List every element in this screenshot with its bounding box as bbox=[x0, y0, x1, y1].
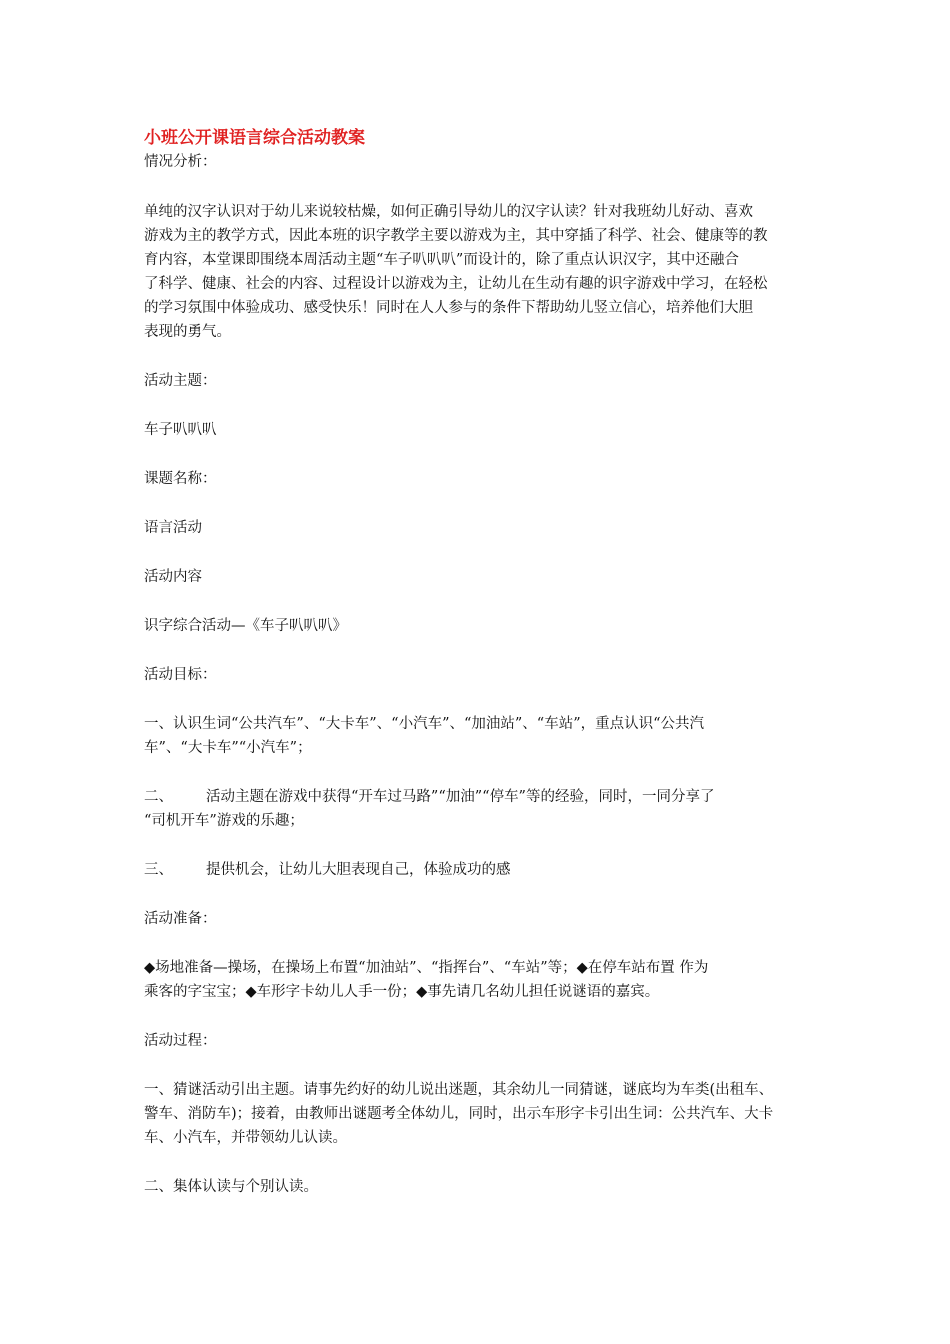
document-title: 小班公开课语言综合活动教案 bbox=[144, 128, 365, 148]
paragraph-line: “司机开车”游戏的乐趣； bbox=[144, 813, 304, 829]
prep-paragraph bbox=[144, 956, 810, 1004]
list-number: 三、 bbox=[144, 862, 173, 878]
paragraph-line: 的学习氛围中体验成功、感受快乐！同时在人人参与的条件下帮助幼儿竖立信心，培养他们大胆 bbox=[144, 300, 753, 316]
paragraph-line: 警车、消防车)；接着，由教师出谜题考全体幼儿，同时，出示车形字卡引出生词：公共汽车、大卡 bbox=[144, 1106, 774, 1122]
goal-item-2 bbox=[144, 785, 810, 833]
paragraph-line: ◆场地准备—操场，在操场上布置“加油站”、“指挥台”、“车站”等；◆在停车站布置 作为 bbox=[144, 960, 709, 976]
process-item-2: 二、集体认读与个别认读。 bbox=[144, 1179, 318, 1195]
goal-item-3 bbox=[144, 858, 810, 882]
paragraph-line: 一、猜谜活动引出主题。请事先约好的幼儿说出迷题，其余幼儿一同猜谜，谜底均为车类(出租车、 bbox=[144, 1082, 774, 1098]
paragraph-line: 提供机会，让幼儿大胆表现自己，体验成功的感 bbox=[206, 862, 511, 878]
process-label: 活动过程： bbox=[144, 1033, 217, 1049]
process-item-1 bbox=[144, 1078, 810, 1150]
goals-label: 活动目标： bbox=[144, 667, 217, 683]
paragraph-line: 车”、“大卡车”“小汽车”； bbox=[144, 740, 312, 756]
paragraph-line: 表现的勇气。 bbox=[144, 324, 231, 340]
theme-value: 车子叭叭叭 bbox=[144, 422, 217, 438]
document-page bbox=[144, 126, 810, 1199]
topic-value: 语言活动 bbox=[144, 520, 202, 536]
theme-label: 活动主题： bbox=[144, 373, 217, 389]
analysis-paragraph bbox=[144, 200, 810, 344]
prep-label: 活动准备： bbox=[144, 911, 217, 927]
topic-label: 课题名称： bbox=[144, 471, 217, 487]
paragraph-line: 了科学、健康、社会的内容、过程设计以游戏为主，让幼儿在生动有趣的识字游戏中学习，在轻松 bbox=[144, 276, 768, 292]
paragraph-line: 活动主题在游戏中获得“开车过马路”“加油”“停车”等的经验，同时，一同分享了 bbox=[206, 789, 715, 805]
content-label: 活动内容 bbox=[144, 569, 202, 585]
content-value: 识字综合活动—《车子叭叭叭》 bbox=[144, 618, 347, 634]
paragraph-line: 单纯的汉字认识对于幼儿来说较枯燥，如何正确引导幼儿的汉字认读？针对我班幼儿好动、喜欢 bbox=[144, 204, 753, 220]
paragraph-line: 车、小汽车，并带领幼儿认读。 bbox=[144, 1130, 347, 1146]
situation-label: 情况分析： bbox=[144, 154, 217, 170]
paragraph-line: 游戏为主的教学方式，因此本班的识字教学主要以游戏为主，其中穿插了科学、社会、健康等的教 bbox=[144, 228, 768, 244]
paragraph-line: 一、认识生词“公共汽车”、“大卡车”、“小汽车”、“加油站”、“车站”，重点认识“公共汽 bbox=[144, 716, 705, 732]
paragraph-line: 乘客的字宝宝；◆车形字卡幼儿人手一份；◆事先请几名幼儿担任说谜语的嘉宾。 bbox=[144, 984, 660, 1000]
list-number: 二、 bbox=[144, 789, 173, 805]
paragraph-line: 育内容，本堂课即围绕本周活动主题“车子叭叭叭”而设计的，除了重点认识汉字，其中还融合 bbox=[144, 252, 739, 268]
goal-item-1 bbox=[144, 712, 810, 760]
